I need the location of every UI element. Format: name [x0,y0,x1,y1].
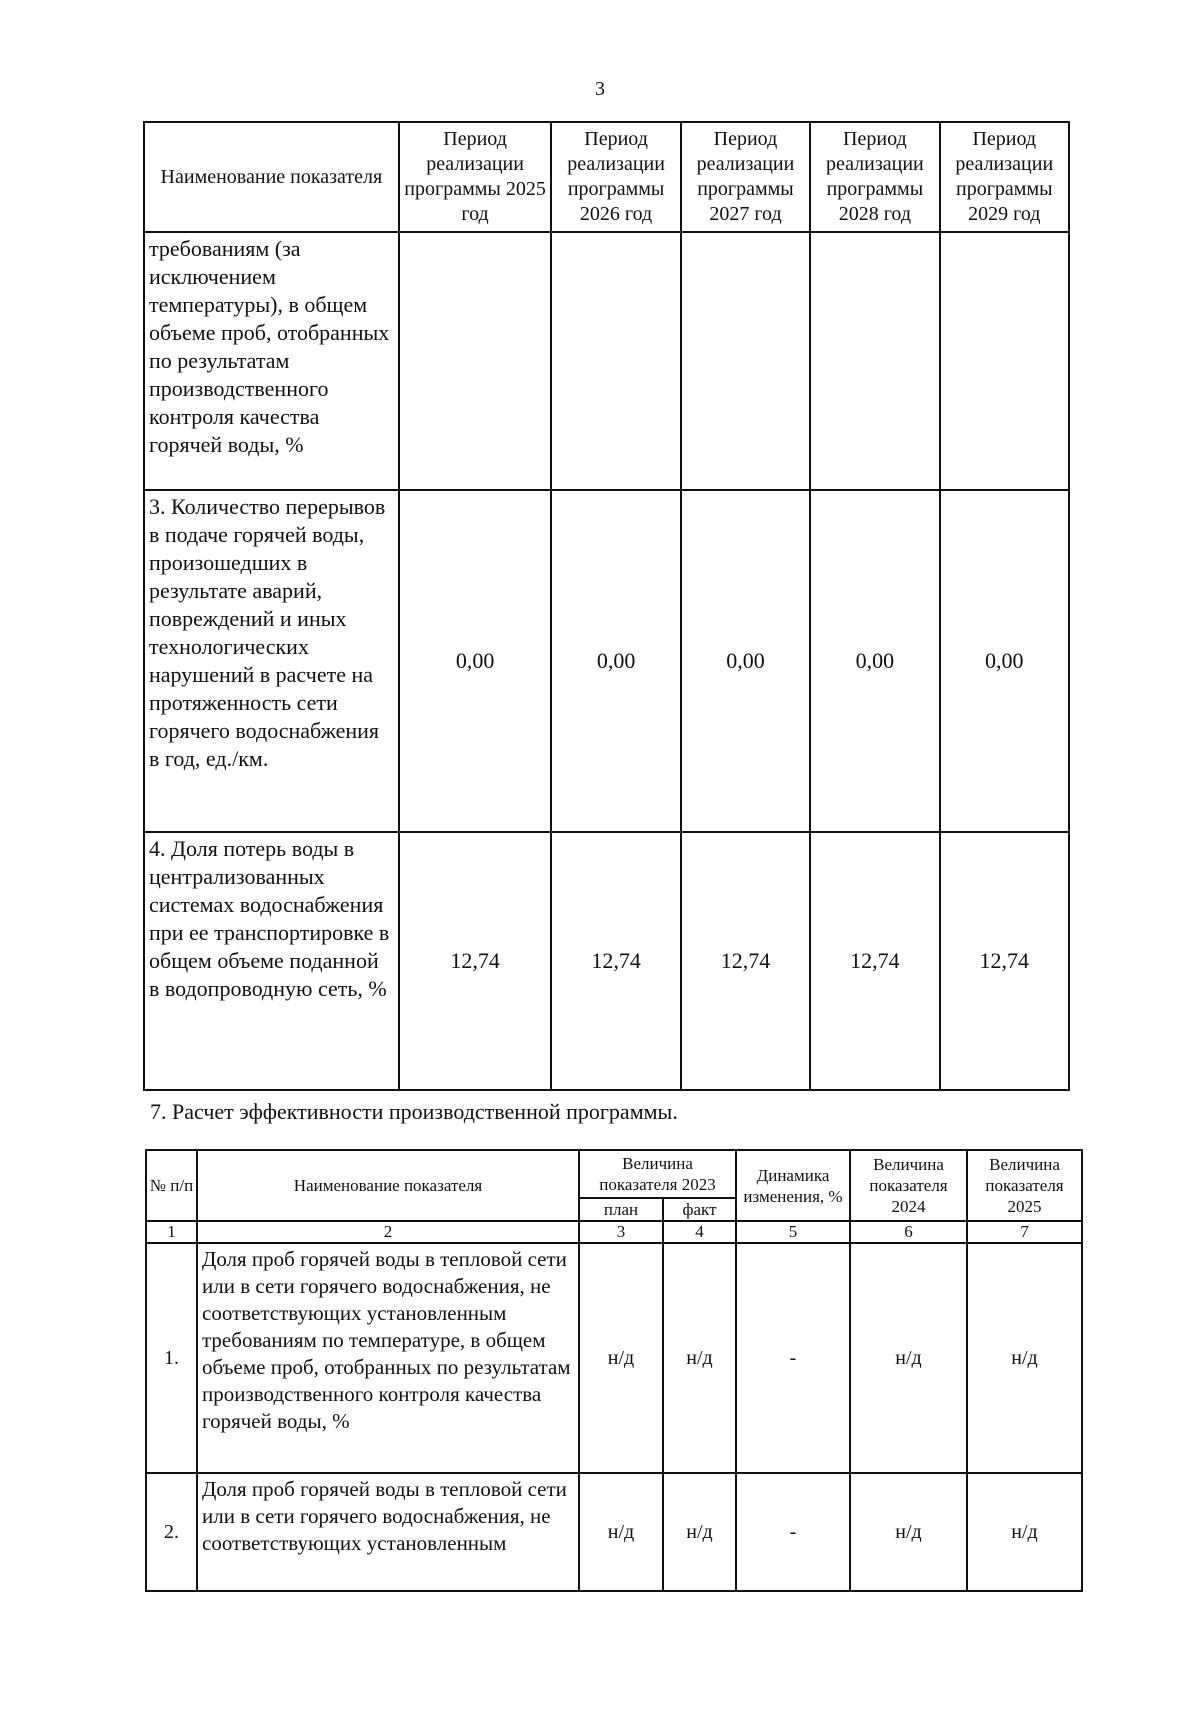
table-header-row [144,122,1069,232]
page-number: 3 [595,78,605,100]
table-row [146,1243,1082,1473]
value-cell [940,232,1069,490]
header-period-2027: Период реализации программы 2027 год [681,122,810,232]
indicator-name: требованиям (за исключением температуры), в общем объеме проб, отобранных по результатам производственного контроля качества горячей воды, % [144,232,399,490]
column-numbers-row [146,1221,1082,1243]
value-cell: 0,00 [399,490,552,832]
header-period-2026: Период реализации программы 2026 год [551,122,680,232]
indicator-name: 3. Количество перерывов в подаче горячей воды, произошедших в результате аварий, повреждений и иных технологических нарушений в расчете на протяженность сети горячего водоснабжения в год, ед./км. [144,490,399,832]
value-cell [399,232,552,490]
column-number: 5 [736,1221,850,1243]
plan-cell: н/д [579,1243,663,1473]
row-number: 1. [146,1243,197,1473]
value-2025-cell: н/д [967,1243,1082,1473]
value-2024-cell: н/д [850,1473,967,1591]
indicators-periods-table [143,121,1070,1091]
column-number: 4 [663,1221,736,1243]
header-fact: факт [663,1198,736,1221]
header-value-2023: Величина показателя 2023 [579,1150,736,1198]
plan-cell: н/д [579,1473,663,1591]
value-cell: 12,74 [399,832,552,1090]
column-number: 1 [146,1221,197,1243]
table-row [146,1473,1082,1591]
value-cell [551,232,680,490]
fact-cell: н/д [663,1243,736,1473]
table-row [144,232,1069,490]
section-heading: 7. Расчет эффективности производственной программы. [150,1099,678,1124]
column-number: 3 [579,1221,663,1243]
header-dynamics: Динамика изменения, % [736,1150,850,1221]
value-cell [810,232,939,490]
header-value-2024: Величина показателя 2024 [850,1150,967,1221]
value-2025-cell: н/д [967,1473,1082,1591]
column-number: 6 [850,1221,967,1243]
value-cell: 12,74 [551,832,680,1090]
indicator-name: 4. Доля потерь воды в централизованных системах водоснабжения при ее транспортировке в общем объеме поданной в водопроводную сеть, % [144,832,399,1090]
dynamics-cell: - [736,1243,850,1473]
table-row [144,490,1069,832]
dynamics-cell: - [736,1473,850,1591]
efficiency-table [145,1149,1083,1592]
value-cell: 0,00 [551,490,680,832]
indicator-name: Доля проб горячей воды в тепловой сети или в сети горячего водоснабжения, не соответствующих установленным требованиям по температуре, в общем объеме проб, отобранных по результатам производственного контроля качества горячей воды, % [197,1243,579,1473]
column-number: 2 [197,1221,579,1243]
header-period-2028: Период реализации программы 2028 год [810,122,939,232]
value-cell: 0,00 [681,490,810,832]
value-cell: 0,00 [810,490,939,832]
fact-cell: н/д [663,1473,736,1591]
value-cell: 12,74 [810,832,939,1090]
header-plan: план [579,1198,663,1221]
header-number: № п/п [146,1150,197,1221]
header-value-2025: Величина показателя 2025 [967,1150,1082,1221]
header-indicator-name: Наименование показателя [144,122,399,232]
value-cell: 0,00 [940,490,1069,832]
header-period-2029: Период реализации программы 2029 год [940,122,1069,232]
table-row [144,832,1069,1090]
indicator-name: Доля проб горячей воды в тепловой сети или в сети горячего водоснабжения, не соответствующих установленным [197,1473,579,1591]
value-2024-cell: н/д [850,1243,967,1473]
value-cell [681,232,810,490]
header-indicator-name: Наименование показателя [197,1150,579,1221]
table-header-row [146,1150,1082,1198]
row-number: 2. [146,1473,197,1591]
value-cell: 12,74 [681,832,810,1090]
value-cell: 12,74 [940,832,1069,1090]
header-period-2025: Период реализации программы 2025 год [399,122,552,232]
column-number: 7 [967,1221,1082,1243]
